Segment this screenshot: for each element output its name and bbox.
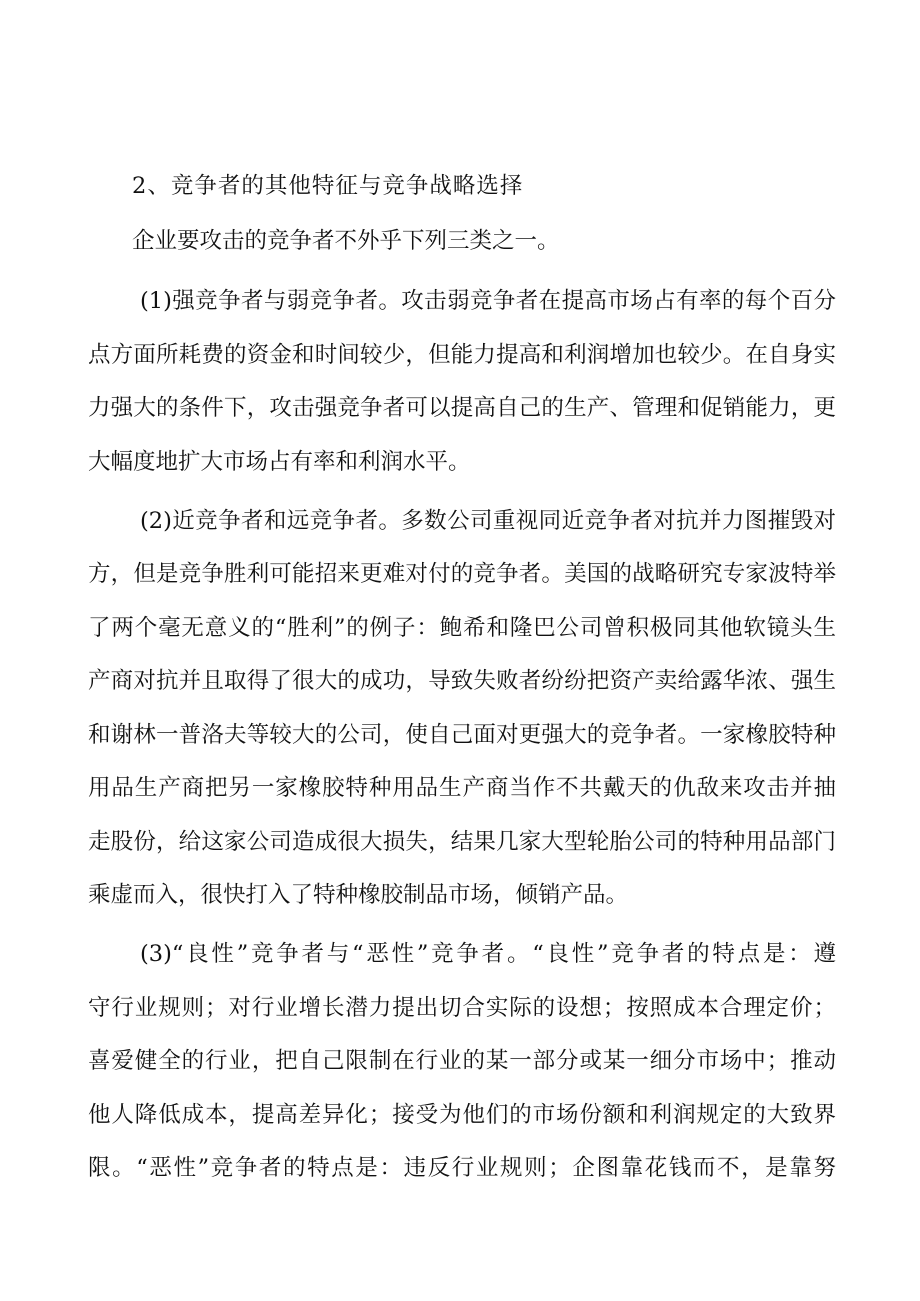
paragraph-1 bbox=[88, 281, 836, 482]
paragraph-line: 他人降低成本，提高差异化；接受为他们的市场份额和利润规定的大致界 bbox=[88, 1101, 836, 1128]
paragraph-line: 限。“恶性”竞争者的特点是：违反行业规则；企图靠花钱而不，是靠努 bbox=[88, 1155, 836, 1181]
paragraph-line: 用品生产商把另一家橡胶特种用品生产商当作不共戴天的仇敌来攻击并抽 bbox=[88, 775, 836, 801]
paragraph-3 bbox=[88, 934, 836, 1188]
paragraph-line: 产商对抗并且取得了很大的成功，导致失败者纷纷把资产卖给露华浓、强生 bbox=[88, 668, 836, 694]
paragraph-line: 方，但是竞争胜利可能招来更难对付的竞争者。美国的战略研究专家波特举 bbox=[88, 561, 836, 587]
paragraph-line: 点方面所耗费的资金和时间较少，但能力提高和利润增加也较少。在自身实 bbox=[88, 341, 836, 368]
intro-text: 企业要攻击的竞争者不外乎下列三类之一。 bbox=[132, 228, 560, 254]
paragraph-line: 力强大的条件下，攻击强竞争者可以提高自己的生产、管理和促销能力，更 bbox=[88, 395, 836, 421]
paragraph-line: 乘虚而入，很快打入了特种橡胶制品市场，倾销产品。 bbox=[88, 882, 629, 908]
paragraph-line: (2)近竞争者和远竞争者。多数公司重视同近竞争者对抗并力图摧毁对 bbox=[140, 507, 836, 534]
paragraph-line: 走股份，给这家公司造成很大损失，结果几家大型轮胎公司的特种用品部门 bbox=[88, 828, 836, 855]
section-heading: 2、竞争者的其他特征与竞争战略选择 bbox=[132, 173, 524, 199]
paragraph-2 bbox=[88, 501, 836, 916]
paragraph-line: (3)“良性”竞争者与“恶性”竞争者。“良性”竞争者的特点是：遵 bbox=[140, 941, 836, 967]
document-page bbox=[88, 166, 836, 1207]
paragraph-line: 喜爱健全的行业，把自己限制在行业的某一部分或某一细分市场中；推动 bbox=[88, 1048, 836, 1074]
paragraph-line: 大幅度地扩大市场占有率和利润水平。 bbox=[88, 448, 471, 475]
paragraph-line: 和谢林一普洛夫等较大的公司，使自己面对更强大的竞争者。一家橡胶特种 bbox=[88, 721, 836, 748]
paragraph-line: (1)强竞争者与弱竞争者。攻击弱竞争者在提高市场占有率的每个百分 bbox=[140, 288, 836, 314]
paragraph-line: 了两个毫无意义的“胜利”的例子：鲍希和隆巴公司曾积极同其他软镜头生 bbox=[88, 614, 836, 641]
paragraph-line: 守行业规则；对行业增长潜力提出切合实际的设想；按照成本合理定价； bbox=[88, 994, 836, 1021]
